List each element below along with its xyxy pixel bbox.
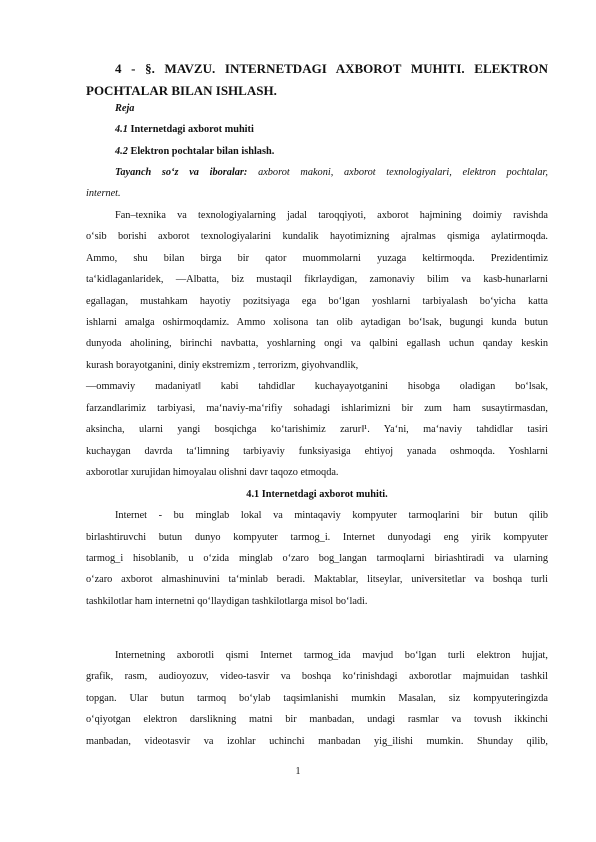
- page-title: 4 - §. MAVZU. INTERNETDAGI AXBOROT MUHITI. ELEKTRON POCHTALAR BILAN ISHLASH.: [86, 61, 548, 98]
- plan-label: Reja: [115, 103, 135, 114]
- paragraph3-line: manbadan, videotasvir va izohlar uchinchi manbadan yig_ilishi mumkin. Shunday qilib,: [86, 736, 548, 747]
- paragraph1-line: Fan–texnika va texnologiyalarning jadal taroqqiyoti, axborot hajmining doimiy ravishda: [115, 210, 548, 221]
- paragraph2-line: Internet - bu minglab lokal va mintaqaviy kompyuter tarmoqlarini bir butun qilib: [115, 510, 548, 521]
- paragraph1-line: kurash borayotganini, diniy ekstremizm , terrorizm, giyohvandlik,: [86, 360, 359, 371]
- keywords-line: [115, 166, 548, 180]
- plan-item-1-text: Internetdagi axborot muhiti: [130, 124, 254, 135]
- keywords-text-continued: internet.: [86, 188, 121, 199]
- plan-item-2: [115, 145, 274, 159]
- paragraph2-line: o‘zaro axborot almashinuvini ta‘minlab beradi. Maktablar, litseylar, universitetlar va boshqa turli: [86, 574, 548, 585]
- paragraph2-line: tashkilotlar ham internetni qo‘llaydigan tashkilotlarga misol bo‘ladi.: [86, 596, 368, 607]
- plan-item-1-number: 4.1: [115, 124, 128, 135]
- paragraph1-line: Ammo, shu bilan birga bir qator muommolarni yuzaga keltirmoqda. Prezidentimiz: [86, 253, 548, 264]
- paragraph1-line: farzandlarimiz tarbiyasi, ma‘naviy-ma‘rifiy sohadagi ishlarimizni bir zum ham susaytirmasdan,: [86, 403, 548, 414]
- paragraph1-line: ―ommaviy madaniyat‖ kabi tahdidlar kuchayayotganini hisobga oladigan bo‘lsak,: [86, 381, 548, 392]
- paragraph3-line: Internetning axborotli qismi Internet tarmog_ida mavjud bo‘lgan turli elektron hujjat,: [115, 650, 548, 661]
- paragraph1-line: egallagan, mustahkam hayotiy pozitsiyaga ega bo‘lgan yoshlarni tarbiyalash bo‘yicha katta: [86, 296, 548, 307]
- paragraph2-line: birlashtiruvchi butun dunyo kompyuter tarmog_i. Internet dunyodagi eng yirik kompyuter: [86, 532, 548, 543]
- plan-item-2-text: Elektron pochtalar bilan ishlash.: [130, 146, 275, 157]
- paragraph1-line: dunyoda aholining, birinchi navbatta, yoshlarning ongi va qalbini egallash uchun qanday keskin: [86, 338, 548, 349]
- paragraph1-line: aksincha, ularni yangi bosqichga ko‘tarishimiz zarur‖¹. Ya‘ni, ma‘naviy tahdidlar tasiri: [86, 424, 548, 435]
- paragraph2-line: tarmog_i hisoblanib, u o‘zida minglab o‘zaro bog_langan tarmoqlarni biriashtiradi va ularning: [86, 553, 548, 564]
- paragraph1-line: ishlarni amalga oshirmoqdamiz. Ammo xolisona tan olib aytadigan bo‘lsak, bugungi kunda butun: [86, 317, 548, 328]
- paragraph3-line: grafik, rasm, audioyozuv, video-tasvir va boshqa ko‘rinishdagi axborotlar majmuidan tashkil: [86, 671, 548, 682]
- paragraph3-line: o‘qiyotgan elektron darslikning matni bir manbadan, undagi rasmlar va tovush ikkinchi: [86, 714, 548, 725]
- paragraph1-line: o‘sib borishi axborot texnologiyalarini kundalik hayotimizning ajralmas qismiga aylatirmoqda.: [86, 231, 548, 242]
- plan-item-2-number: 4.2: [115, 146, 128, 157]
- section-heading: 4.1 Internetdagi axborot muhiti.: [246, 489, 388, 500]
- paragraph1-line: axborotlar xurujidan himoyalau olishni davr taqozo etmoqda.: [86, 467, 339, 478]
- keywords-label: Tayanch so‘z va iboralar:: [115, 167, 248, 178]
- keywords-text: axborot makoni, axborot texnologiyalari, elektron pochtalar,: [258, 167, 548, 178]
- page-number: 1: [295, 766, 301, 777]
- paragraph1-line: ta‘kidlaganlaridek, ―Albatta, biz mustaqil fikrlaydigan, zamonaviy bilim va kasb-hunarlarni: [86, 274, 548, 285]
- paragraph3-line: topgan. Ular butun tarmoq bo‘ylab taqsimlanishi mumkin Masalan, siz kompyuteringizda: [86, 693, 548, 704]
- plan-item-1: [115, 123, 254, 137]
- paragraph1-line: kuchaygan davrda ta‘limning tarbiyaviy funksiyasiga ehtiyoj yanada oshmoqda. Yoshlarni: [86, 446, 548, 457]
